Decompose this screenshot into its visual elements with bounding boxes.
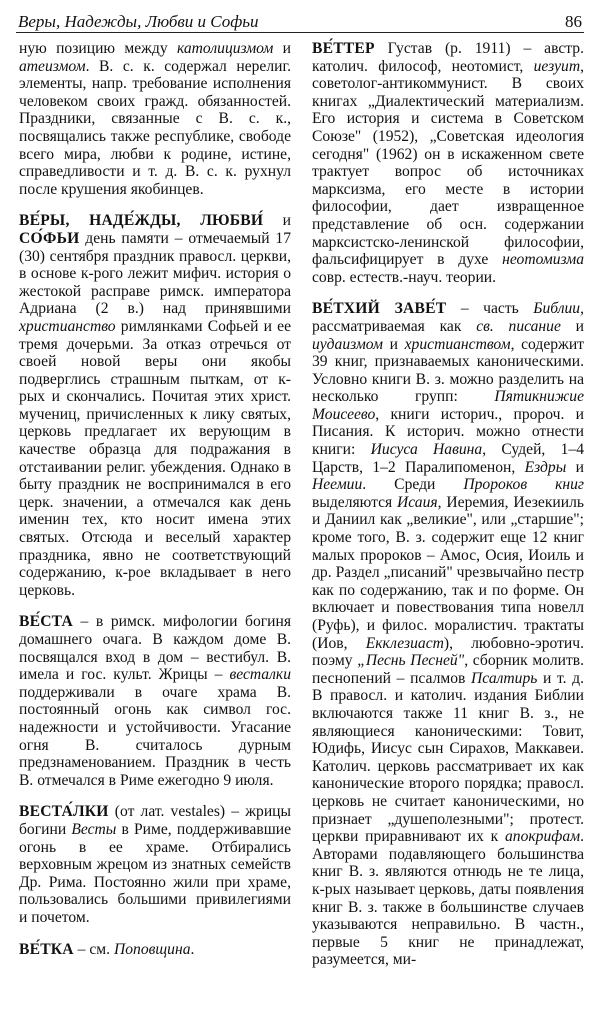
- text: и т. д. В правосл. и католич. издания Библии включаются также 11 книг В. з., не являющиеся каноническими: Товит, Юдифь, Иисус сын Сирахов, Маккавеи. Католич. церковь рассматривает их как канонические второго порядка; правосл. церковь не считает каноническими, но признает „душеполезными"; протест. церкви приравнивают их к: [312, 669, 584, 846]
- text: в Риме, поддерживавшие огонь в ее храме. Отбирались верховным жрецом из знатных семейств Др. Рима. Постоянно жили при храме, пользовались большими привилегиями и почетом.: [19, 820, 291, 926]
- headword: СО́ФЬИ: [19, 229, 80, 247]
- text: , Иеремия, Иезекииль и Даниил как „великие", или „старшие"; кроме того, В. з. содержит еще 12 книг малых пророков – Амос, Осия, Иоиль и др. Раздел „писаний" чрезвычайно пестр как по содержанию, так и по форме. Он включает и повествования типа новелл (Руфь), и филос. моралистич. трактаты (Иов,: [312, 493, 585, 652]
- cross-reference: Весты: [71, 820, 117, 838]
- cross-reference: св. писание: [476, 317, 561, 335]
- text: совр. естеств.-науч. теории.: [312, 268, 497, 286]
- entry-vetka: [19, 941, 291, 959]
- text: (от лат. vestales) – жрицы богини: [19, 803, 291, 838]
- text: день памяти – отмечаемый 17 (30) сентября праздник правосл. церкви, в основе к-рого лежит мифич. история о жестокой расправе римск. императора Адриана (2 в.) над принявшими: [19, 229, 291, 318]
- headword: ВЕ́ТХИЙ ЗАВЕ́Т: [312, 300, 447, 318]
- text: , книги историч., пророч. и Писания. К историч. можно отнести книги:: [312, 405, 584, 459]
- right-column: [312, 40, 584, 969]
- text: , Судей, 1–4 Царств, 1–2 Паралипоменон,: [312, 441, 584, 476]
- text: , рассматриваемая как: [312, 300, 584, 335]
- text: и: [273, 40, 291, 57]
- text: и: [566, 458, 585, 476]
- entry-vestalki: [19, 803, 291, 926]
- cross-reference: Иисуса Навина: [370, 441, 483, 459]
- running-head: Веры, Надежды, Любви и Софьи: [18, 12, 259, 31]
- text: ную позицию между: [19, 40, 177, 57]
- text: .: [190, 940, 195, 958]
- text: ), любовно-эротич. поэму: [312, 634, 584, 670]
- cross-reference: Пятикнижие Моисеево: [312, 388, 584, 423]
- text: и: [560, 317, 584, 335]
- cross-reference: Екклезиаст: [365, 634, 444, 652]
- cross-reference: „Песнь Песней": [357, 652, 465, 670]
- cross-reference: христианством: [404, 335, 511, 353]
- headword: ВЕ́РЫ, НАДЕ́ЖДЫ, ЛЮБВИ́: [19, 212, 264, 230]
- text: и: [263, 212, 291, 230]
- cross-reference: Исаия: [397, 493, 438, 511]
- cross-reference: неотомизма: [502, 251, 584, 269]
- page-number: 86: [565, 12, 582, 31]
- text: римлянками Софьей и ее тремя дочерьми. За отказ отречься от своей новой веры они якобы подверглись страшным пыткам, от к-рых и скончались. Почитая этих христ. мучениц, причисленных к лику святых, церковь предлагает их верующим в качестве образца для подражания в отстаивании религ. убеждения. Однако в быту праздник не воспринимался в его церк. значении, а отмечался как день именин тех, кто носит имена этих святых. Отсюда и веселый характер праздника, явно не соответствующий содержанию, к-рое вкладывает в него церковь.: [19, 317, 291, 599]
- headword: ВЕ́ТТЕР: [312, 40, 375, 57]
- text: , советолог-антикоммунист. В своих книгах „Диалектический материализм. Его история и система в Советском Союзе" (1952), „Советская идеология сегодня" (1962) он в искаженном свете трактует вопрос об источниках марксизма, его месте в истории философии, дает извращенное представление об осн. содержании марксистско-ленинской философии, фальсифицирует в духе: [312, 57, 584, 269]
- text: . В. с. к. содержал нерелиг. элементы, напр. требование исполнения человеком своих гражд. обязанностей. Праздники, связанные с В. с. к., посвящались также республике, свободе всего мира, любви к родине, истине, справедливости и т. д. В. с. к. рухнул после крушения якобинцев.: [19, 57, 291, 198]
- headword: ВЕСТА́ЛКИ: [19, 803, 109, 821]
- entry-vetkhiy-zavet: [312, 300, 584, 969]
- entry-continuation: [19, 40, 291, 198]
- text: , содержит 39 книг, признаваемых каноническими. Условно книги В. з. можно разделить на несколько групп:: [312, 335, 584, 406]
- text: – см.: [73, 940, 114, 958]
- cross-reference: апокрифам: [504, 828, 581, 846]
- entry-very-nadezhdy: [19, 212, 291, 599]
- headword: ВЕ́ТКА: [19, 940, 74, 958]
- cross-reference: Псалтирь: [471, 669, 538, 687]
- cross-reference: атеизмом: [19, 57, 86, 75]
- cross-reference: христианство: [19, 317, 116, 335]
- cross-reference: Ездры: [524, 458, 567, 476]
- entry-vesta: [19, 613, 291, 789]
- cross-reference: иезуит: [533, 57, 581, 75]
- text: – часть: [446, 300, 534, 318]
- text: . Среди: [362, 476, 464, 494]
- headword: ВЕ́СТА: [19, 613, 73, 631]
- text: поддерживали в очаге храма В. постоянный огонь как символ гос. надежности и устойчивости. Угасание огня В. считалось дурным предзнаменованием. Праздник в честь В. отмечался в Риме ежегодно 9 июля.: [19, 683, 291, 789]
- text: выделяются: [312, 493, 398, 511]
- cross-reference: католицизмом: [176, 40, 274, 57]
- cross-reference: Неемии: [312, 476, 363, 494]
- entry-vetter: [312, 40, 584, 286]
- text: и: [382, 335, 405, 353]
- left-column: [19, 40, 291, 958]
- page-header: [16, 10, 584, 33]
- text: . Авторами подавляющего большинства книг В. з. являются отнюдь не те лица, к-рых называет церковь, даты появления книг В. з. также в большинстве случаев указываются неправильно. В частн., первые 5 книг не принадлежат, разумеется, ми-: [312, 828, 584, 969]
- cross-reference: Поповщина: [113, 940, 191, 958]
- text: , сборник молитв. песнопений – псалмов: [312, 652, 585, 687]
- cross-reference: весталки: [229, 666, 291, 684]
- cross-reference: Библии: [533, 300, 581, 318]
- cross-reference: Пророков книг: [463, 476, 585, 494]
- text: – в римск. мифологии богиня домашнего очага. В каждом доме В. посвящался вход в дом – вестибул. В. имела и гос. культ. Жрицы –: [19, 613, 291, 684]
- cross-reference: иудаизмом: [312, 335, 383, 353]
- text: Густав (р. 1911) – австр. католич. философ, неотомист,: [312, 40, 584, 75]
